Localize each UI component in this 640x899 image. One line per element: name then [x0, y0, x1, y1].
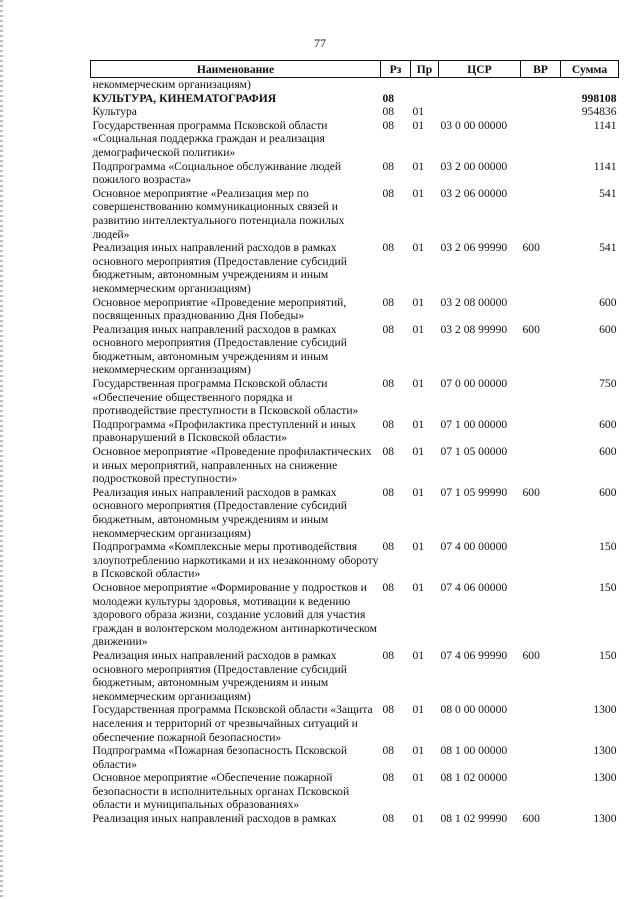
table-row: [91, 160, 619, 187]
cell-vr: [521, 418, 561, 445]
cell-sum: 150: [599, 580, 617, 594]
header-pr: Пр: [411, 61, 439, 78]
cell-name: Подпрограмма «Комплексные меры противодействия злоупотреблению наркотиками и их незаконному обороту в Псковской области»: [92, 540, 379, 581]
cell-sum: 954836: [581, 105, 617, 119]
header-name: Наименование: [91, 61, 381, 78]
cell-pr: 01: [412, 105, 425, 119]
cell-pr: 01: [412, 377, 425, 391]
cell-name: Культура: [92, 105, 137, 119]
cell-name: Основное мероприятие «Проведение профилактических и иных мероприятий, направленных на снижение подростковой преступности»: [92, 445, 372, 486]
cell-pr: 01: [412, 648, 425, 662]
cell-csr: 07 4 06 00000: [440, 580, 508, 594]
table-row: [91, 812, 619, 826]
table-row: [91, 241, 619, 295]
cell-vr: [521, 540, 561, 581]
cell-sum: 600: [599, 445, 617, 459]
header-sum: Сумма: [561, 61, 619, 78]
cell-vr: [521, 160, 561, 187]
cell-name: Реализация иных направлений расходов в рамках основного мероприятия (Предоставление субсидий бюджетным, автономным учреждениям и иным некоммерческим организациям): [92, 241, 347, 295]
cell-pr: 01: [412, 295, 425, 309]
cell-vr: [521, 744, 561, 771]
cell-rz: 08: [382, 417, 395, 431]
cell-pr: 01: [412, 445, 425, 459]
header-rz: Рз: [381, 61, 411, 78]
cell-csr: 03 2 00 00000: [440, 159, 508, 173]
cell-csr: 08 1 00 00000: [440, 744, 508, 758]
cell-csr: 07 1 05 00000: [440, 445, 508, 459]
table-row: [91, 540, 619, 581]
cell-pr: 01: [412, 159, 425, 173]
cell-sum: 1141: [593, 159, 617, 173]
cell-pr: 01: [412, 540, 425, 554]
cell-sum: 600: [599, 295, 617, 309]
budget-table: [90, 60, 619, 826]
cell-rz: 08: [382, 703, 395, 717]
cell-sum: [561, 78, 619, 92]
cell-sum: 150: [599, 540, 617, 554]
cell-pr: [411, 78, 439, 92]
cell-pr: 01: [412, 118, 425, 132]
cell-name: Государственная программа Псковской области «Обеспечение общественного порядка и противодействие преступности в Псковской области»: [92, 377, 359, 418]
cell-vr: 600: [522, 648, 540, 662]
cell-name: Государственная программа Псковской области «Защита населения и территорий от чрезвычайных ситуаций и обеспечение пожарной безопасности»: [92, 703, 373, 744]
cell-vr: 600: [522, 241, 540, 255]
cell-pr: 01: [412, 771, 425, 785]
cell-csr: 03 2 06 99990: [440, 241, 508, 255]
cell-sum: 998108: [581, 91, 617, 105]
cell-sum: 541: [599, 186, 617, 200]
cell-csr: 07 4 06 99990: [440, 648, 508, 662]
scan-edge: [0, 0, 3, 899]
cell-vr: [521, 581, 561, 649]
cell-csr: 07 1 05 99990: [440, 485, 508, 499]
cell-pr: [411, 92, 439, 106]
table-row: [91, 445, 619, 486]
table-row: [91, 323, 619, 377]
header-vr: ВР: [521, 61, 561, 78]
cell-pr: 01: [412, 485, 425, 499]
cell-rz: 08: [382, 445, 395, 459]
cell-sum: 1300: [593, 744, 617, 758]
cell-csr: 07 1 00 00000: [440, 417, 508, 431]
cell-sum: 750: [599, 377, 617, 391]
cell-rz: 08: [382, 295, 395, 309]
cell-rz: 08: [382, 771, 395, 785]
cell-vr: [521, 771, 561, 812]
cell-vr: 600: [522, 322, 540, 336]
cell-csr: 07 4 00 00000: [440, 540, 508, 554]
cell-rz: 08: [382, 105, 395, 119]
cell-rz: 08: [382, 118, 395, 132]
cell-pr: 01: [412, 417, 425, 431]
table-row: [91, 418, 619, 445]
table-row: [91, 377, 619, 418]
table-row: [91, 744, 619, 771]
cell-pr: 01: [412, 241, 425, 255]
cell-rz: 08: [382, 377, 395, 391]
table-row: [91, 703, 619, 744]
table-row: [91, 581, 619, 649]
table-row: [91, 119, 619, 160]
cell-pr: 01: [412, 322, 425, 336]
cell-sum: 541: [599, 241, 617, 255]
table-row: [91, 187, 619, 241]
cell-name: Основное мероприятие «Реализация мер по совершенствованию коммуникационных связей и развитию интеллектуального потенциала пожилых людей»: [92, 186, 345, 241]
cell-pr: 01: [412, 580, 425, 594]
cell-name: КУЛЬТУРА, КИНЕМАТОГРАФИЯ: [92, 91, 277, 105]
cell-csr: 08 0 00 00000: [440, 703, 508, 717]
cell-pr: 01: [412, 703, 425, 717]
cell-vr: [521, 187, 561, 241]
cell-rz: 08: [382, 485, 395, 499]
cell-name: Основное мероприятие «Обеспечение пожарной безопасности в исполнительных органах Псковской области и муниципальных образованиях»: [92, 771, 350, 812]
cell-vr: [521, 296, 561, 323]
cell-pr: 01: [412, 812, 425, 826]
cell-vr: [521, 377, 561, 418]
table-row: [91, 771, 619, 812]
cell-csr: 03 0 00 00000: [440, 118, 508, 132]
cell-name: Основное мероприятие «Проведение мероприятий, посвященных празднованию Дня Победы»: [92, 295, 347, 323]
cell-sum: 1300: [593, 812, 617, 826]
cell-sum: 1300: [593, 771, 617, 785]
cell-pr: 01: [412, 186, 425, 200]
cell-csr: [439, 78, 521, 92]
table-row: [91, 105, 619, 119]
cell-rz: [381, 78, 411, 92]
cell-csr: 03 2 06 00000: [440, 186, 508, 200]
cell-name: Реализация иных направлений расходов в рамках: [92, 812, 337, 826]
cell-name: Реализация иных направлений расходов в рамках основного мероприятия (Предоставление субсидий бюджетным, автономным учреждениям и иным некоммерческим организациям): [92, 648, 347, 703]
page-number: 77: [314, 36, 326, 50]
cell-sum: 600: [599, 485, 617, 499]
cell-vr: [521, 92, 561, 106]
cell-vr: [521, 703, 561, 744]
cell-pr: 01: [412, 744, 425, 758]
cell-csr: [439, 105, 521, 119]
cell-rz: 08: [382, 580, 395, 594]
table-row: [91, 649, 619, 703]
cell-csr: 03 2 08 99990: [440, 322, 508, 336]
cell-sum: 150: [599, 648, 617, 662]
cell-csr: 07 0 00 00000: [440, 377, 508, 391]
table-row: [91, 296, 619, 323]
cell-csr: 08 1 02 00000: [440, 771, 508, 785]
cell-vr: 600: [522, 485, 540, 499]
cell-csr: 03 2 08 00000: [440, 295, 508, 309]
cell-rz: 08: [382, 241, 395, 255]
cell-name: Подпрограмма «Профилактика преступлений и иных правонарушений в Псковской области»: [92, 417, 357, 445]
cell-vr: [521, 445, 561, 486]
cell-vr: [521, 105, 561, 119]
table-row: [91, 78, 619, 92]
cell-name: Подпрограмма «Пожарная безопасность Псковской области»: [92, 744, 348, 771]
header-csr: ЦСР: [439, 61, 521, 78]
cell-rz: 08: [382, 159, 395, 173]
cell-rz: 08: [382, 186, 395, 200]
cell-rz: 08: [382, 540, 395, 554]
cell-name: Реализация иных направлений расходов в рамках основного мероприятия (Предоставление субсидий бюджетным, автономным учреждениям и иным некоммерческим организациям): [92, 485, 347, 540]
cell-name: Государственная программа Псковской области «Социальная поддержка граждан и реализация демографической политики»: [92, 118, 328, 159]
cell-name: Реализация иных направлений расходов в рамках основного мероприятия (Предоставление субсидий бюджетным, автономным учреждениям и иным некоммерческим организациям): [92, 322, 347, 377]
cell-rz: 08: [382, 648, 395, 662]
table-row: [91, 92, 619, 106]
cell-name: Основное мероприятие «Формирование у подростков и молодежи культуры здоровья, мотивации к ведению здорового образа жизни, создание условий для участия граждан в волонтерском молодежном антинаркотическом движении»: [92, 580, 377, 649]
cell-name: Подпрограмма «Социальное обслуживание людей пожилого возраста»: [92, 159, 342, 187]
table-row: [91, 486, 619, 540]
cell-sum: 1300: [593, 703, 617, 717]
cell-rz: 08: [382, 812, 395, 826]
cell-sum: 600: [599, 322, 617, 336]
cell-sum: 1141: [593, 118, 617, 132]
header-row: [91, 61, 619, 78]
cell-vr: [521, 119, 561, 160]
cell-csr: [439, 92, 521, 106]
cell-csr: 08 1 02 99990: [440, 812, 508, 826]
cell-name: некоммерческим организациям): [92, 78, 251, 91]
cell-rz: 08: [382, 322, 395, 336]
cell-vr: 600: [522, 812, 540, 826]
cell-sum: 600: [599, 417, 617, 431]
cell-rz: 08: [382, 91, 395, 105]
cell-rz: 08: [382, 744, 395, 758]
cell-vr: [521, 78, 561, 92]
